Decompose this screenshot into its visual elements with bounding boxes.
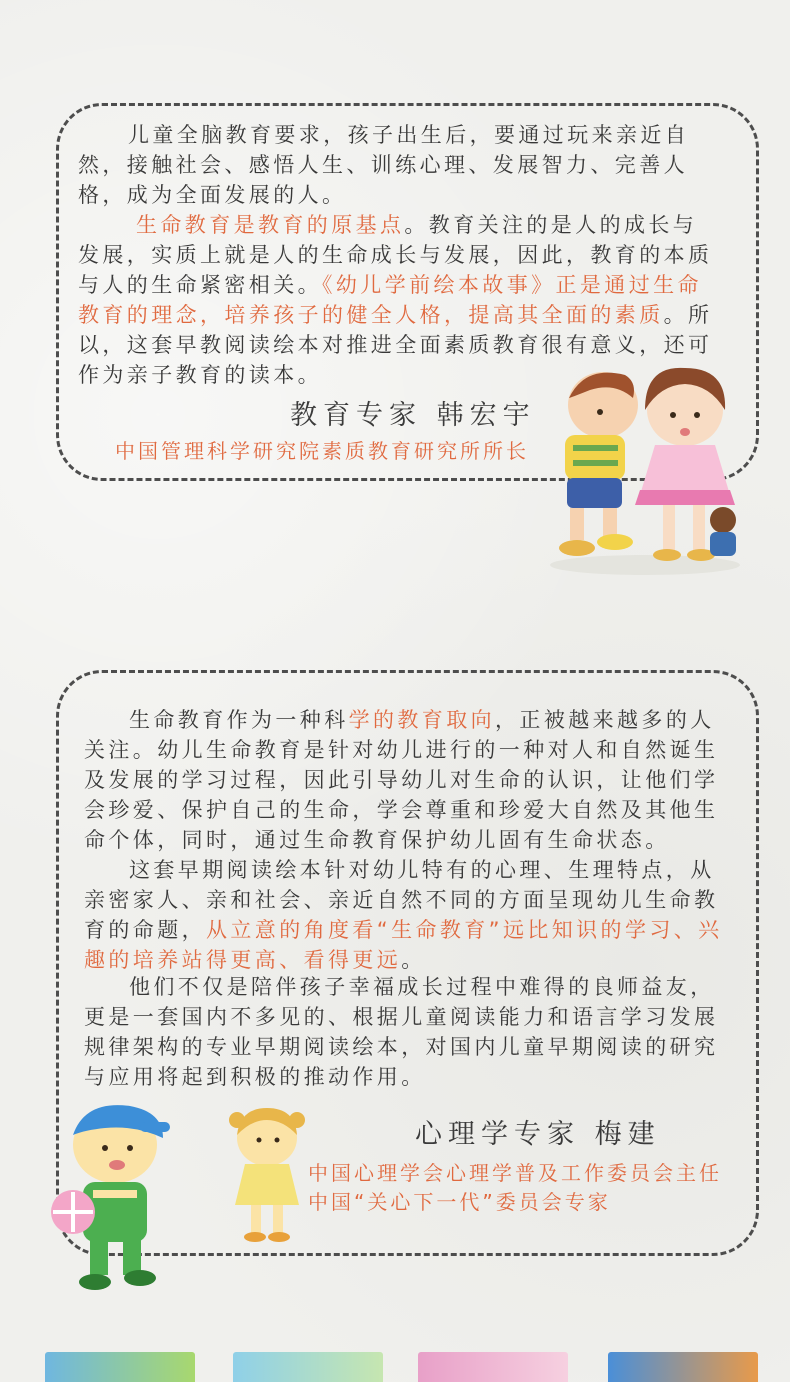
body-text: 生命教育作为一种科 <box>129 708 349 732</box>
highlight-text: 生命教育是教育的原基点 <box>136 213 405 237</box>
intro-paragraph-text: 儿童全脑教育要求，孩子出生后，要通过玩来亲近自然，接触社会、感悟人生、训练心理、发展智力、完善人格，成为全面发展的人。 <box>78 123 690 207</box>
book-cover <box>45 1352 195 1382</box>
children-illustration <box>545 360 755 580</box>
body-text: ，正被越来越多的人关注。幼儿生命教育是针对幼儿进行的一种对人和自然诞生及发展的学习过程，因此引导幼儿对生命的认识，让他们学会珍爱、保护自己的生命，学会尊重和珍爱大自然及其他生命个体，同时，通过生命教育保护幼儿固有生命状态。 <box>84 708 719 852</box>
body-text: 。教育关注的是人的成长与发展，实质上就是人的生命成长与发展，因此，教育的本质与人的生命紧密相关。 <box>78 213 713 297</box>
reading-book-paragraph <box>84 855 729 975</box>
highlight-text: 《幼儿学前绘本故事》正是通过生命教育的理念，培养孩子的健全人格，提高其全面的素质 <box>78 273 702 327</box>
girl-illustration <box>215 1100 315 1245</box>
companion-paragraph <box>84 972 729 1092</box>
book-cover <box>608 1352 758 1382</box>
signature-name: 心理学专家 梅建 <box>415 1119 661 1150</box>
body-text: 。所以，这套早教阅读绘本对推进全面素质教育很有意义，还可作为亲子教育的读本。 <box>78 303 713 387</box>
highlight-text: 从立意的角度看“生命教育”远比知识的学习、兴趣的培养站得更高、看得更远 <box>84 918 723 972</box>
book-covers-strip <box>0 1352 790 1382</box>
body-text: 他们不仅是陪伴孩子幸福成长过程中难得的良师益友，更是一套国内不多见的、根据儿童阅读能力和语言学习发展规律架构的专业早期阅读绘本，对国内儿童早期阅读的研究与应用将起到积极的推动作用。 <box>84 975 719 1089</box>
signature-title: 中国“关心下一代”委员会专家 <box>308 1190 611 1214</box>
book-cover <box>233 1352 383 1382</box>
signature-title: 中国管理科学研究院素质教育研究所所长 <box>115 439 529 463</box>
intro-paragraph <box>78 120 708 210</box>
body-text: 。 <box>401 948 426 972</box>
boy-with-ball-illustration <box>45 1100 180 1300</box>
book-cover <box>418 1352 568 1382</box>
signature-name: 教育专家 韩宏宇 <box>290 400 536 431</box>
signature-title: 中国心理学会心理学普及工作委员会主任 <box>308 1161 722 1185</box>
highlight-text: 学的教育取向 <box>348 708 496 732</box>
life-education-orientation-paragraph <box>84 705 729 855</box>
body-text: 这套早期阅读绘本针对幼儿特有的心理、生理特点，从亲密家人、亲和社会、亲近自然不同的方面呈现幼儿生命教育的命题， <box>84 858 719 942</box>
